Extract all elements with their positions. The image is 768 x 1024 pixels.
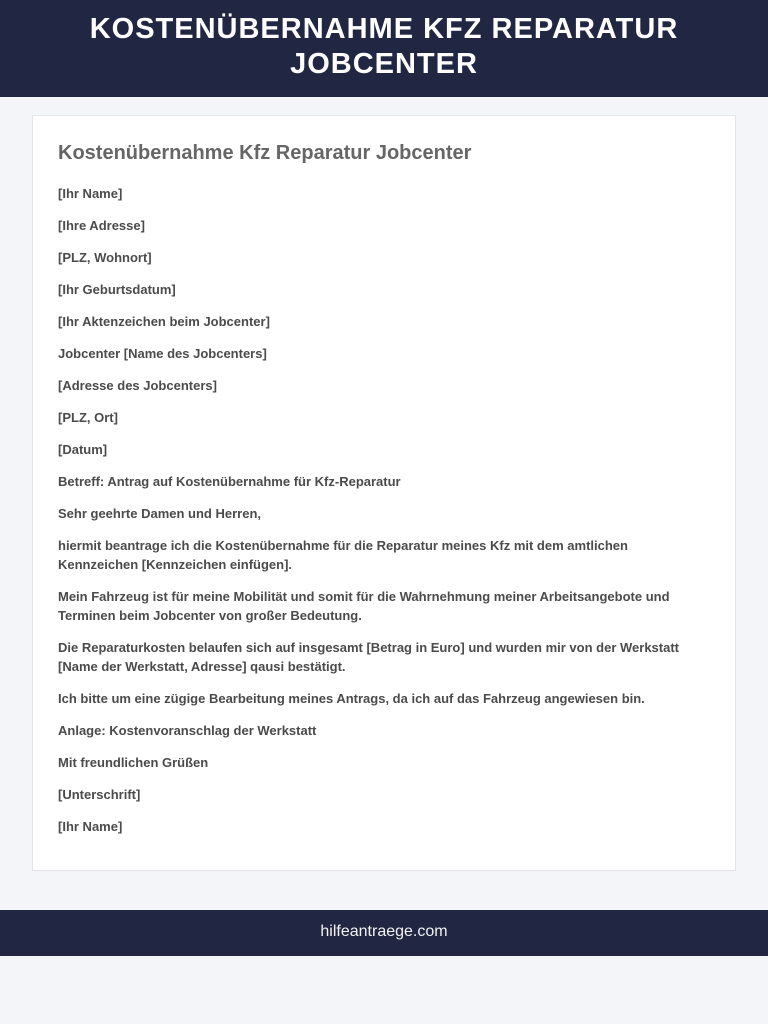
sender-address-line: [Ihre Adresse] bbox=[58, 218, 145, 233]
footer-site-name: hilfeantraege.com bbox=[320, 923, 448, 940]
sender-name-line: [Ihr Name] bbox=[58, 186, 123, 201]
page-body bbox=[0, 97, 768, 910]
signature-placeholder-line: [Unterschrift] bbox=[58, 787, 141, 802]
date-line: [Datum] bbox=[58, 442, 108, 457]
letter-heading: Kostenübernahme Kfz Reparatur Jobcenter bbox=[58, 142, 472, 164]
closing-line: Mit freundlichen Grüßen bbox=[58, 755, 209, 770]
sender-birthdate-line: [Ihr Geburtsdatum] bbox=[58, 282, 176, 297]
recipient-address-line: [Adresse des Jobcenters] bbox=[58, 378, 217, 393]
body-paragraph: Mein Fahrzeug ist für meine Mobilität und somit für die Wahrnehmung meiner Arbeitsangebote und Terminen beim Jobcenter von großer Bedeutung. bbox=[58, 589, 670, 623]
sender-city-line: [PLZ, Wohnort] bbox=[58, 250, 152, 265]
body-paragraph: hiermit beantrage ich die Kostenübernahme für die Reparatur meines Kfz mit dem amtlichen Kennzeichen [Kennzeichen einfügen]. bbox=[58, 538, 628, 572]
salutation-line: Sehr geehrte Damen und Herren, bbox=[58, 506, 261, 521]
recipient-city-line: [PLZ, Ort] bbox=[58, 410, 118, 425]
sender-reference-line: [Ihr Aktenzeichen beim Jobcenter] bbox=[58, 314, 270, 329]
letter-template-card bbox=[32, 115, 736, 871]
body-paragraph: Ich bitte um eine zügige Bearbeitung meines Antrags, da ich auf das Fahrzeug angewiesen bin. bbox=[58, 691, 645, 706]
page-header bbox=[0, 0, 768, 97]
page-footer bbox=[0, 910, 768, 956]
signature-name-line: [Ihr Name] bbox=[58, 819, 123, 834]
enclosure-line: Anlage: Kostenvoranschlag der Werkstatt bbox=[58, 723, 317, 738]
page-title: KOSTENÜBERNAHME KFZ REPARATUR JOBCENTER bbox=[89, 13, 679, 80]
body-paragraph: Die Reparaturkosten belaufen sich auf insgesamt [Betrag in Euro] und wurden mir von der Werkstatt [Name der Werkstatt, Adresse] qausi bestätigt. bbox=[58, 640, 679, 674]
recipient-name-line: Jobcenter [Name des Jobcenters] bbox=[58, 346, 267, 361]
subject-line: Betreff: Antrag auf Kostenübernahme für Kfz-Reparatur bbox=[58, 474, 401, 489]
